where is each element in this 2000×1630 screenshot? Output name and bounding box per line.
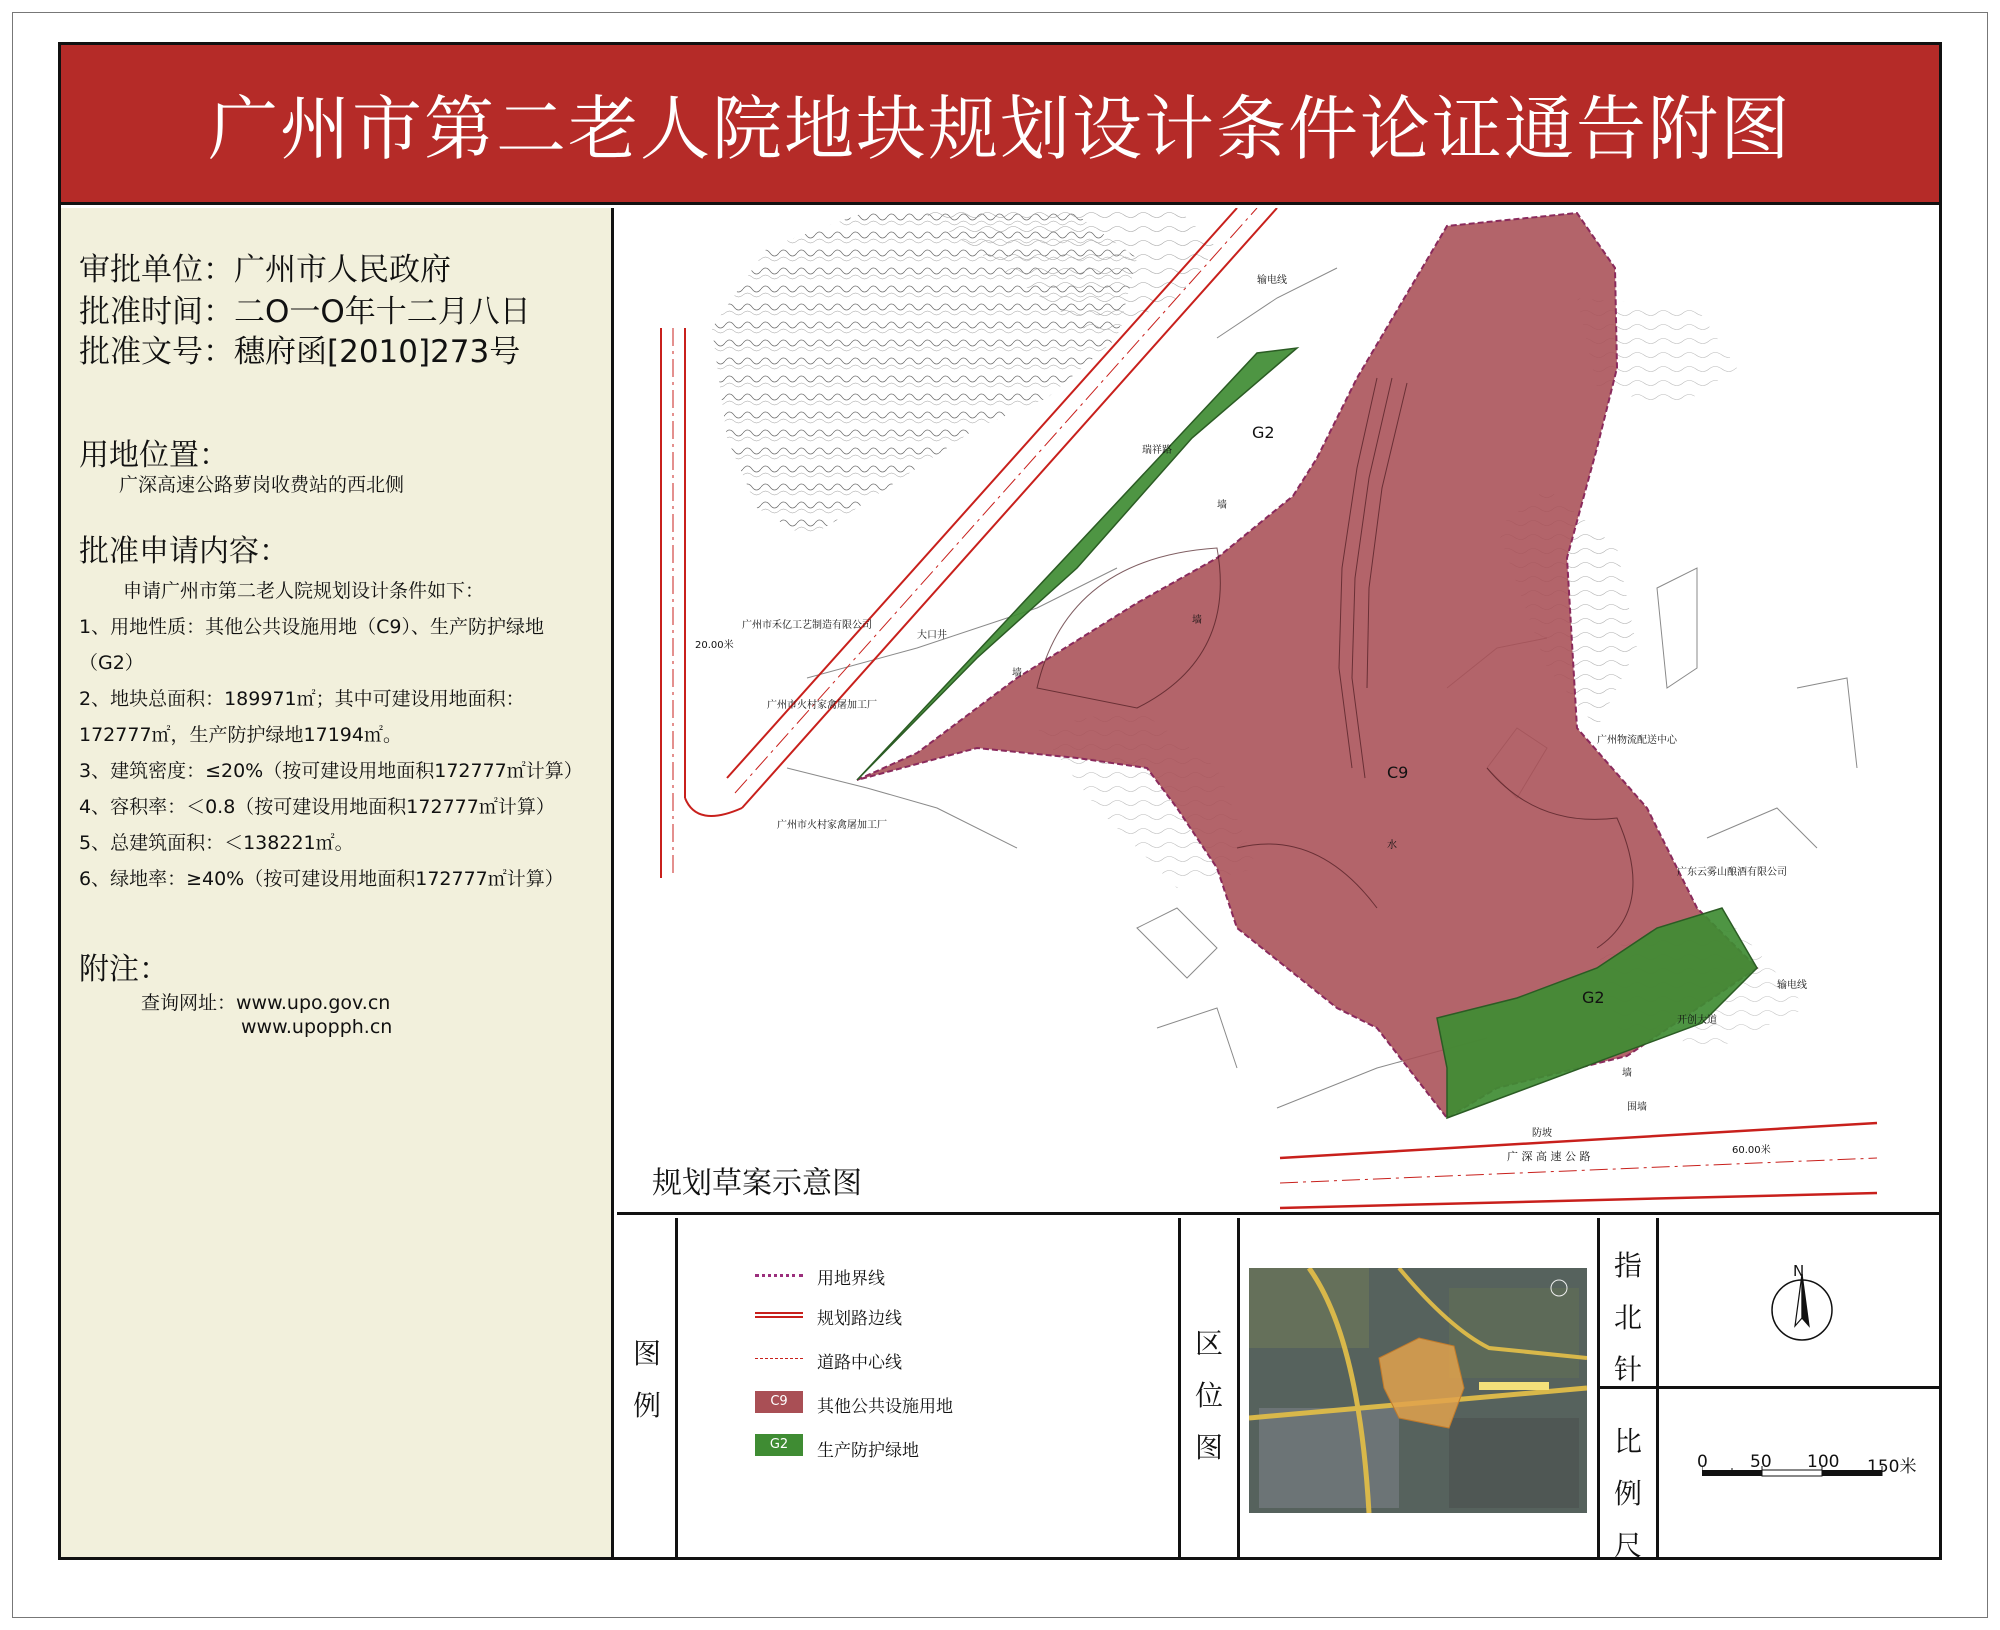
scale-tick-100: 100 [1807, 1452, 1840, 1472]
label-fence: 围墙 [1627, 1102, 1647, 1113]
label-highway: 广 深 高 速 公 路 [1507, 1150, 1591, 1163]
location-heading: 用地位置： [79, 438, 229, 473]
location-text: 广深高速公路萝岗收费站的西北侧 [119, 474, 405, 496]
label-g2-south: G2 [1582, 988, 1605, 1007]
content-line: 4、容积率：＜0.8（按可建设用地面积172777㎡计算） [79, 796, 555, 818]
plan-map [617, 208, 1939, 1215]
legend-g2-swatch: G2 [755, 1434, 803, 1456]
legend-item-g2: 生产防护绿地 [817, 1441, 919, 1461]
scale-bar [1702, 1458, 1892, 1478]
label-dakoujing: 大口井 [917, 630, 947, 641]
notes-heading: 附注： [79, 952, 169, 987]
label-power-line-2: 输电线 [1777, 980, 1807, 991]
label-road-name: 瑞祥路 [1142, 445, 1172, 456]
legend-boundary-symbol [755, 1274, 803, 1277]
label-wall: 墙 [1217, 500, 1227, 511]
plan-map-svg [617, 208, 1939, 1212]
label-c9: C9 [1387, 763, 1409, 782]
page-title: 广州市第二老人院地块规划设计条件论证通告附图 [208, 88, 1792, 170]
legend-hdivider [1600, 1386, 1939, 1389]
label-wall: 墙 [1192, 615, 1202, 626]
label-width-2: 60.00米 [1732, 1145, 1771, 1156]
label-factory-3: 广州市火村家禽屠加工厂 [777, 820, 887, 831]
map-caption: 规划草案示意图 [652, 1166, 862, 1201]
label-fence: 防坡 [1532, 1128, 1552, 1139]
north-letter: N [1793, 1262, 1805, 1280]
location-map-label: 区 位 图 [1194, 1327, 1223, 1464]
title-bar [61, 45, 1939, 205]
legend-label: 图 例 [632, 1337, 661, 1422]
label-kaichuang: 开创大道 [1677, 1015, 1717, 1026]
notes-url-1: 查询网址：www.upo.gov.cn [141, 992, 391, 1014]
legend-item-road-edge: 规划路边线 [817, 1309, 902, 1329]
label-wall: 墙 [1012, 668, 1022, 679]
content-line: 3、建筑密度：≤20%（按可建设用地面积172777㎡计算） [79, 760, 583, 782]
legend-road-edge-symbol [755, 1312, 803, 1318]
legend-item-boundary: 用地界线 [817, 1269, 885, 1289]
legend-item-centerline: 道路中心线 [817, 1353, 902, 1373]
scale-tick-150: 150米 [1867, 1457, 1917, 1477]
label-power-line-1: 输电线 [1257, 275, 1287, 286]
north-label: 指 北 针 [1613, 1249, 1642, 1386]
label-factory-1: 广州市禾亿工艺制造有限公司 [742, 620, 872, 631]
content-intro: 申请广州市第二老人院规划设计条件如下： [123, 580, 485, 602]
content-line: 2、地块总面积：189971㎡；其中可建设用地面积： [79, 688, 525, 710]
label-g2-north: G2 [1252, 423, 1275, 442]
label-logistics: 广州物流配送中心 [1597, 735, 1677, 746]
info-panel [61, 208, 614, 1557]
scale-tick-50: 50 [1750, 1452, 1772, 1472]
approval-doc-number: 批准文号：穗府函[2010]273号 [79, 334, 521, 370]
scale-tick-0: 0 [1697, 1452, 1708, 1472]
content-line: 172777㎡，生产防护绿地17194㎡。 [79, 724, 402, 746]
label-company: 广东云雾山酿酒有限公司 [1677, 867, 1787, 878]
legend-centerline-symbol [755, 1358, 803, 1359]
legend-row [617, 1218, 1939, 1562]
content-heading: 批准申请内容： [79, 534, 289, 569]
content-line: 1、用地性质：其他公共设施用地（C9）、生产防护绿地 [79, 616, 544, 638]
label-factory-2: 广州市火村家禽屠加工厂 [767, 700, 877, 711]
label-wall: 墙 [1622, 1068, 1632, 1079]
scale-label: 比 例 尺 [1613, 1425, 1642, 1562]
label-width-1: 20.00米 [695, 640, 734, 651]
approval-date: 批准时间：二O一O年十二月八日 [79, 294, 531, 330]
notes-url-2: www.upopph.cn [241, 1016, 393, 1038]
location-aerial-image [1249, 1268, 1587, 1513]
content-line: 6、绿地率：≥40%（按可建设用地面积172777㎡计算） [79, 868, 564, 890]
legend-item-c9: 其他公共设施用地 [817, 1397, 953, 1417]
legend-c9-swatch: C9 [755, 1391, 803, 1413]
content-line: 5、总建筑面积：＜138221㎡。 [79, 832, 354, 854]
approval-unit: 审批单位：广州市人民政府 [79, 252, 451, 288]
label-water: 水 [1387, 840, 1397, 851]
content-line: （G2） [79, 652, 144, 674]
